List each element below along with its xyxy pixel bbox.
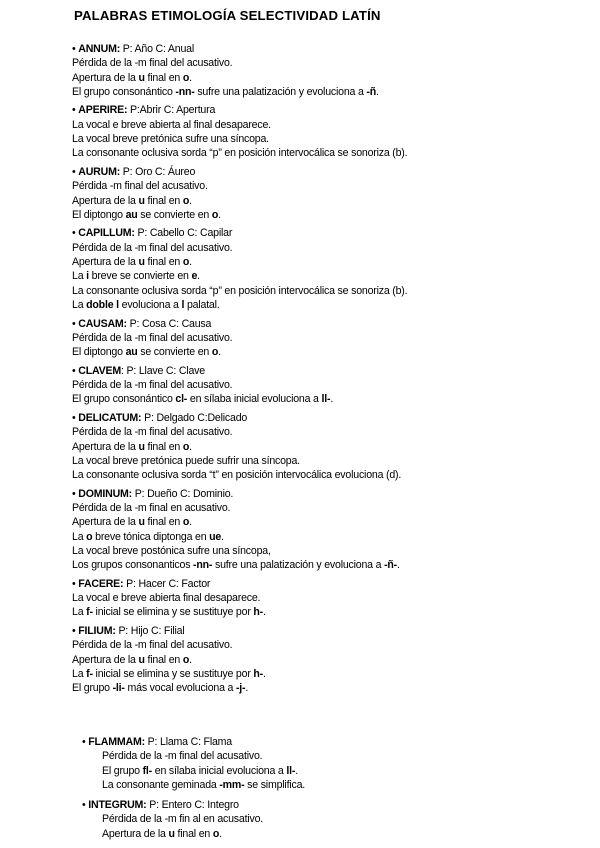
entry-heading — [72, 411, 582, 425]
latin-word: CAUSAM: — [78, 317, 127, 330]
rule-text: Pérdida de la -m final del acusativo. — [102, 750, 263, 763]
evolution-rule — [72, 501, 582, 515]
rule-text: evoluciona a — [118, 298, 182, 311]
rule-text: La vocal breve postónica sufre una síncopa, — [72, 544, 271, 557]
rule-text: . — [245, 682, 249, 695]
evolution-rule — [72, 284, 582, 298]
rule-text: Apertura de la — [72, 653, 139, 666]
latin-word: DOMINUM: — [78, 487, 132, 500]
etymology-entry — [72, 487, 582, 573]
evolution-rule — [72, 667, 582, 681]
rule-text: La vocal breve pretónica sufre una síncopa. — [72, 133, 269, 146]
latin-word: FLAMMAM: — [88, 736, 145, 748]
evolution-rule — [82, 778, 582, 792]
highlight-term: ll- — [286, 764, 296, 777]
entry-meaning: P: Llama C: Flama — [144, 736, 232, 748]
rule-text: palatal. — [184, 298, 220, 311]
etymology-entry — [82, 735, 582, 792]
latin-word: FACERE: — [78, 577, 124, 590]
evolution-rule — [72, 331, 582, 345]
highlight-term: o — [182, 653, 190, 666]
rule-text: . — [189, 653, 192, 666]
highlight-term: cl- — [175, 393, 188, 406]
rule-text: . — [189, 194, 192, 207]
rule-text: . — [263, 667, 266, 680]
rule-text: . — [218, 208, 221, 221]
evolution-rule — [82, 749, 582, 763]
rule-text: se simplifica. — [244, 778, 306, 791]
bullet: • — [72, 487, 79, 500]
rule-text: La — [72, 530, 87, 543]
entry-meaning: P: Entero C: Integro — [146, 799, 239, 812]
rule-text: La consonante geminada — [102, 778, 220, 791]
rule-text: . — [189, 440, 192, 453]
rule-text: Pérdida de la -m final del acusativo. — [72, 639, 233, 652]
highlight-term: u — [138, 653, 145, 666]
highlight-term: o — [182, 256, 190, 269]
rule-text: . — [295, 764, 298, 777]
evolution-rule — [72, 345, 582, 359]
rule-text: . — [330, 393, 334, 406]
entry-heading — [72, 577, 582, 591]
entry-heading — [72, 317, 582, 331]
evolution-rule — [72, 558, 582, 572]
evolution-rule — [72, 298, 582, 312]
etymology-entry — [72, 364, 582, 407]
highlight-term: o — [211, 208, 219, 221]
rule-text: breve se convierte en — [88, 270, 192, 283]
latin-word: ANNUM: — [78, 43, 121, 55]
evolution-rule — [72, 241, 582, 255]
evolution-rule — [72, 468, 582, 482]
rule-text: Apertura de la — [72, 194, 139, 207]
highlight-term: o — [182, 516, 190, 529]
rule-text: . — [263, 606, 266, 619]
rule-text: final en — [144, 256, 183, 269]
entry-meaning: P: Cabello C: Capilar — [134, 227, 233, 240]
entry-meaning: : P: Llave C: Clave — [121, 364, 205, 377]
evolution-rule — [72, 56, 582, 70]
entry-heading — [72, 487, 582, 501]
evolution-rule — [72, 194, 582, 208]
highlight-term: u — [138, 71, 145, 84]
entry-heading — [72, 42, 582, 56]
highlight-term: -nn- — [193, 559, 213, 572]
rule-text: final en — [144, 516, 183, 529]
highlight-term: o — [182, 440, 190, 453]
etymology-entry — [72, 42, 582, 99]
etymology-entry — [72, 317, 582, 360]
highlight-term: ue — [209, 530, 222, 543]
evolution-rule — [72, 208, 582, 222]
evolution-rule — [82, 827, 582, 841]
rule-text: se convierte en — [137, 208, 212, 221]
rule-text: Pérdida de la -m final del acusativo. — [72, 426, 233, 439]
rule-text: Apertura de la — [72, 440, 139, 453]
highlight-term: -j- — [235, 682, 246, 695]
rule-text: La vocal e breve abierta al final desaparece. — [72, 118, 271, 131]
highlight-term: o — [86, 530, 93, 543]
highlight-term: h- — [253, 606, 263, 619]
bullet: • — [82, 736, 89, 748]
highlight-term: doble l — [86, 298, 119, 311]
rule-text: Apertura de la — [72, 71, 139, 84]
etymology-entry — [82, 798, 582, 841]
etymology-entry — [72, 411, 582, 482]
evolution-rule — [72, 132, 582, 146]
bullet: • — [72, 577, 79, 590]
evolution-rule — [72, 653, 582, 667]
entry-meaning: P: Hacer C: Factor — [123, 577, 211, 590]
bullet: • — [72, 317, 79, 330]
evolution-rule — [72, 544, 582, 558]
entry-meaning: P:Abrir C: Apertura — [127, 104, 216, 117]
latin-word: INTEGRUM: — [88, 799, 147, 812]
highlight-term: l — [181, 298, 185, 311]
entry-meaning: P: Hijo C: Filial — [115, 624, 185, 637]
rule-text: en sílaba inicial evoluciona a — [152, 764, 287, 777]
rule-text: El grupo consonántico — [72, 85, 176, 98]
rule-text: La consonante oclusiva sorda “t” en posición intervocálica evoluciona (d). — [72, 469, 402, 482]
entry-meaning: P: Cosa C: Causa — [126, 317, 212, 330]
etymology-entry — [72, 577, 582, 620]
highlight-term: u — [138, 516, 145, 529]
rule-text: El grupo — [102, 764, 143, 777]
evolution-rule — [82, 812, 582, 826]
highlight-term: -mm- — [219, 778, 245, 791]
rule-text: final en — [144, 194, 183, 207]
highlight-term: au — [125, 208, 138, 221]
highlight-term: au — [125, 346, 138, 359]
rule-text: . — [189, 516, 192, 529]
rule-text: Pérdida de la -m final del acusativo. — [72, 331, 233, 344]
rule-text: Pérdida de la -m fin al en acusativo. — [102, 813, 264, 826]
evolution-rule — [72, 591, 582, 605]
latin-word: APERIRE: — [78, 104, 128, 117]
rule-text: La vocal breve pretónica puede sufrir una síncopa. — [72, 454, 300, 467]
rule-text: . — [397, 559, 400, 572]
highlight-term: u — [138, 440, 145, 453]
bullet: • — [72, 104, 79, 117]
evolution-rule — [72, 440, 582, 454]
highlight-term: o — [182, 71, 190, 84]
rule-text: breve tónica diptonga en — [92, 530, 210, 543]
bullet: • — [82, 799, 89, 812]
rule-text: Los grupos consonanticos — [72, 559, 194, 572]
rule-text: El grupo consonántico — [72, 393, 176, 406]
rule-text: final en — [174, 827, 213, 840]
rule-text: El diptongo — [72, 346, 126, 359]
entry-meaning: P: Delgado C:Delicado — [141, 411, 248, 424]
rule-text: Apertura de la — [102, 827, 169, 840]
rule-text: La — [72, 667, 87, 680]
rule-text: final en — [144, 71, 183, 84]
rule-text: . — [197, 270, 200, 283]
rule-text: . — [189, 256, 192, 269]
rule-text: . — [219, 827, 222, 840]
evolution-rule — [72, 425, 582, 439]
highlight-term: f- — [86, 667, 93, 680]
rule-text: La consonante oclusiva sorda “p” en posición intervocálica se sonoriza (b). — [72, 284, 408, 297]
evolution-rule — [72, 392, 582, 406]
rule-text: El diptongo — [72, 208, 126, 221]
highlight-term: o — [212, 827, 220, 840]
evolution-rule — [82, 764, 582, 778]
highlight-term: -nn- — [175, 85, 195, 98]
evolution-rule — [72, 255, 582, 269]
rule-text: Pérdida -m final del acusativo. — [72, 180, 208, 193]
highlight-term: o — [211, 346, 219, 359]
entry-heading — [72, 226, 582, 240]
rule-text: más vocal evoluciona a — [124, 682, 236, 695]
evolution-rule — [72, 71, 582, 85]
entry-meaning: P: Oro C: Áureo — [120, 165, 196, 178]
latin-word: DELICATUM: — [78, 411, 142, 424]
rule-text: La — [72, 270, 87, 283]
rule-text: en sílaba inicial evoluciona a — [187, 393, 322, 406]
bullet: • — [72, 227, 79, 240]
etymology-list — [72, 42, 582, 700]
evolution-rule — [72, 146, 582, 160]
etymology-list-indented — [82, 735, 582, 847]
highlight-term: -ñ — [366, 85, 377, 98]
etymology-entry — [72, 624, 582, 695]
entry-heading — [72, 624, 582, 638]
latin-word: CAPILLUM: — [78, 227, 135, 240]
highlight-term: e — [191, 270, 198, 283]
rule-text: La — [72, 298, 87, 311]
rule-text: El grupo — [72, 682, 113, 695]
highlight-term: h- — [253, 667, 263, 680]
rule-text: Apertura de la — [72, 516, 139, 529]
highlight-term: u — [138, 194, 145, 207]
bullet: • — [72, 411, 79, 424]
bullet: • — [72, 165, 79, 178]
etymology-entry — [72, 226, 582, 312]
evolution-rule — [72, 179, 582, 193]
entry-heading — [82, 798, 582, 812]
latin-word: AURUM: — [78, 165, 121, 178]
evolution-rule — [72, 605, 582, 619]
rule-text: final en — [144, 653, 183, 666]
page-title: PALABRAS ETIMOLOGÍA SELECTIVIDAD LATÍN — [74, 8, 381, 23]
bullet: • — [72, 43, 79, 55]
rule-text: Pérdida de la -m final del acusativo. — [72, 379, 233, 392]
latin-word: CLAVEM — [78, 364, 122, 377]
highlight-term: o — [182, 194, 190, 207]
bullet: • — [72, 364, 79, 377]
evolution-rule — [72, 681, 582, 695]
highlight-term: f- — [86, 606, 93, 619]
entry-meaning: P: Año C: Anual — [120, 43, 194, 55]
entry-heading — [82, 735, 582, 749]
evolution-rule — [72, 85, 582, 99]
evolution-rule — [72, 530, 582, 544]
evolution-rule — [72, 378, 582, 392]
evolution-rule — [72, 454, 582, 468]
rule-text: sufre una palatización y evoluciona a — [194, 85, 367, 98]
etymology-entry — [72, 165, 582, 222]
entry-meaning: P: Dueño C: Dominio. — [131, 487, 234, 500]
latin-word: FILIUM: — [78, 624, 116, 637]
etymology-entry — [72, 103, 582, 160]
rule-text: se convierte en — [137, 346, 212, 359]
highlight-term: -li- — [112, 682, 125, 695]
rule-text: . — [218, 346, 221, 359]
rule-text: inicial se elimina y se sustituye por — [92, 606, 254, 619]
entry-heading — [72, 165, 582, 179]
entry-heading — [72, 364, 582, 378]
entry-heading — [72, 103, 582, 117]
rule-text: Apertura de la — [72, 256, 139, 269]
rule-text: inicial se elimina y se sustituye por — [92, 667, 254, 680]
rule-text: Pérdida de la -m final del acusativo. — [72, 241, 233, 254]
evolution-rule — [72, 515, 582, 529]
evolution-rule — [72, 118, 582, 132]
rule-text: Pérdida de la -m final del acusativo. — [72, 57, 233, 70]
highlight-term: u — [168, 827, 175, 840]
rule-text: . — [189, 71, 192, 84]
rule-text: . — [221, 530, 224, 543]
evolution-rule — [72, 638, 582, 652]
highlight-term: u — [138, 256, 145, 269]
highlight-term: fl- — [142, 764, 153, 777]
highlight-term: -ñ- — [384, 559, 397, 572]
rule-text: La vocal e breve abierta final desaparece. — [72, 592, 261, 605]
highlight-term: ll- — [321, 393, 331, 406]
rule-text: sufre una palatización y evoluciona a — [212, 559, 385, 572]
rule-text: . — [376, 85, 379, 98]
rule-text: La — [72, 606, 87, 619]
rule-text: Pérdida de la -m final en acusativo. — [72, 501, 231, 514]
evolution-rule — [72, 269, 582, 283]
bullet: • — [72, 624, 79, 637]
rule-text: La consonante oclusiva sorda “p” en posición intervocálica se sonoriza (b). — [72, 147, 408, 160]
rule-text: final en — [144, 440, 183, 453]
highlight-term: i — [86, 270, 89, 283]
